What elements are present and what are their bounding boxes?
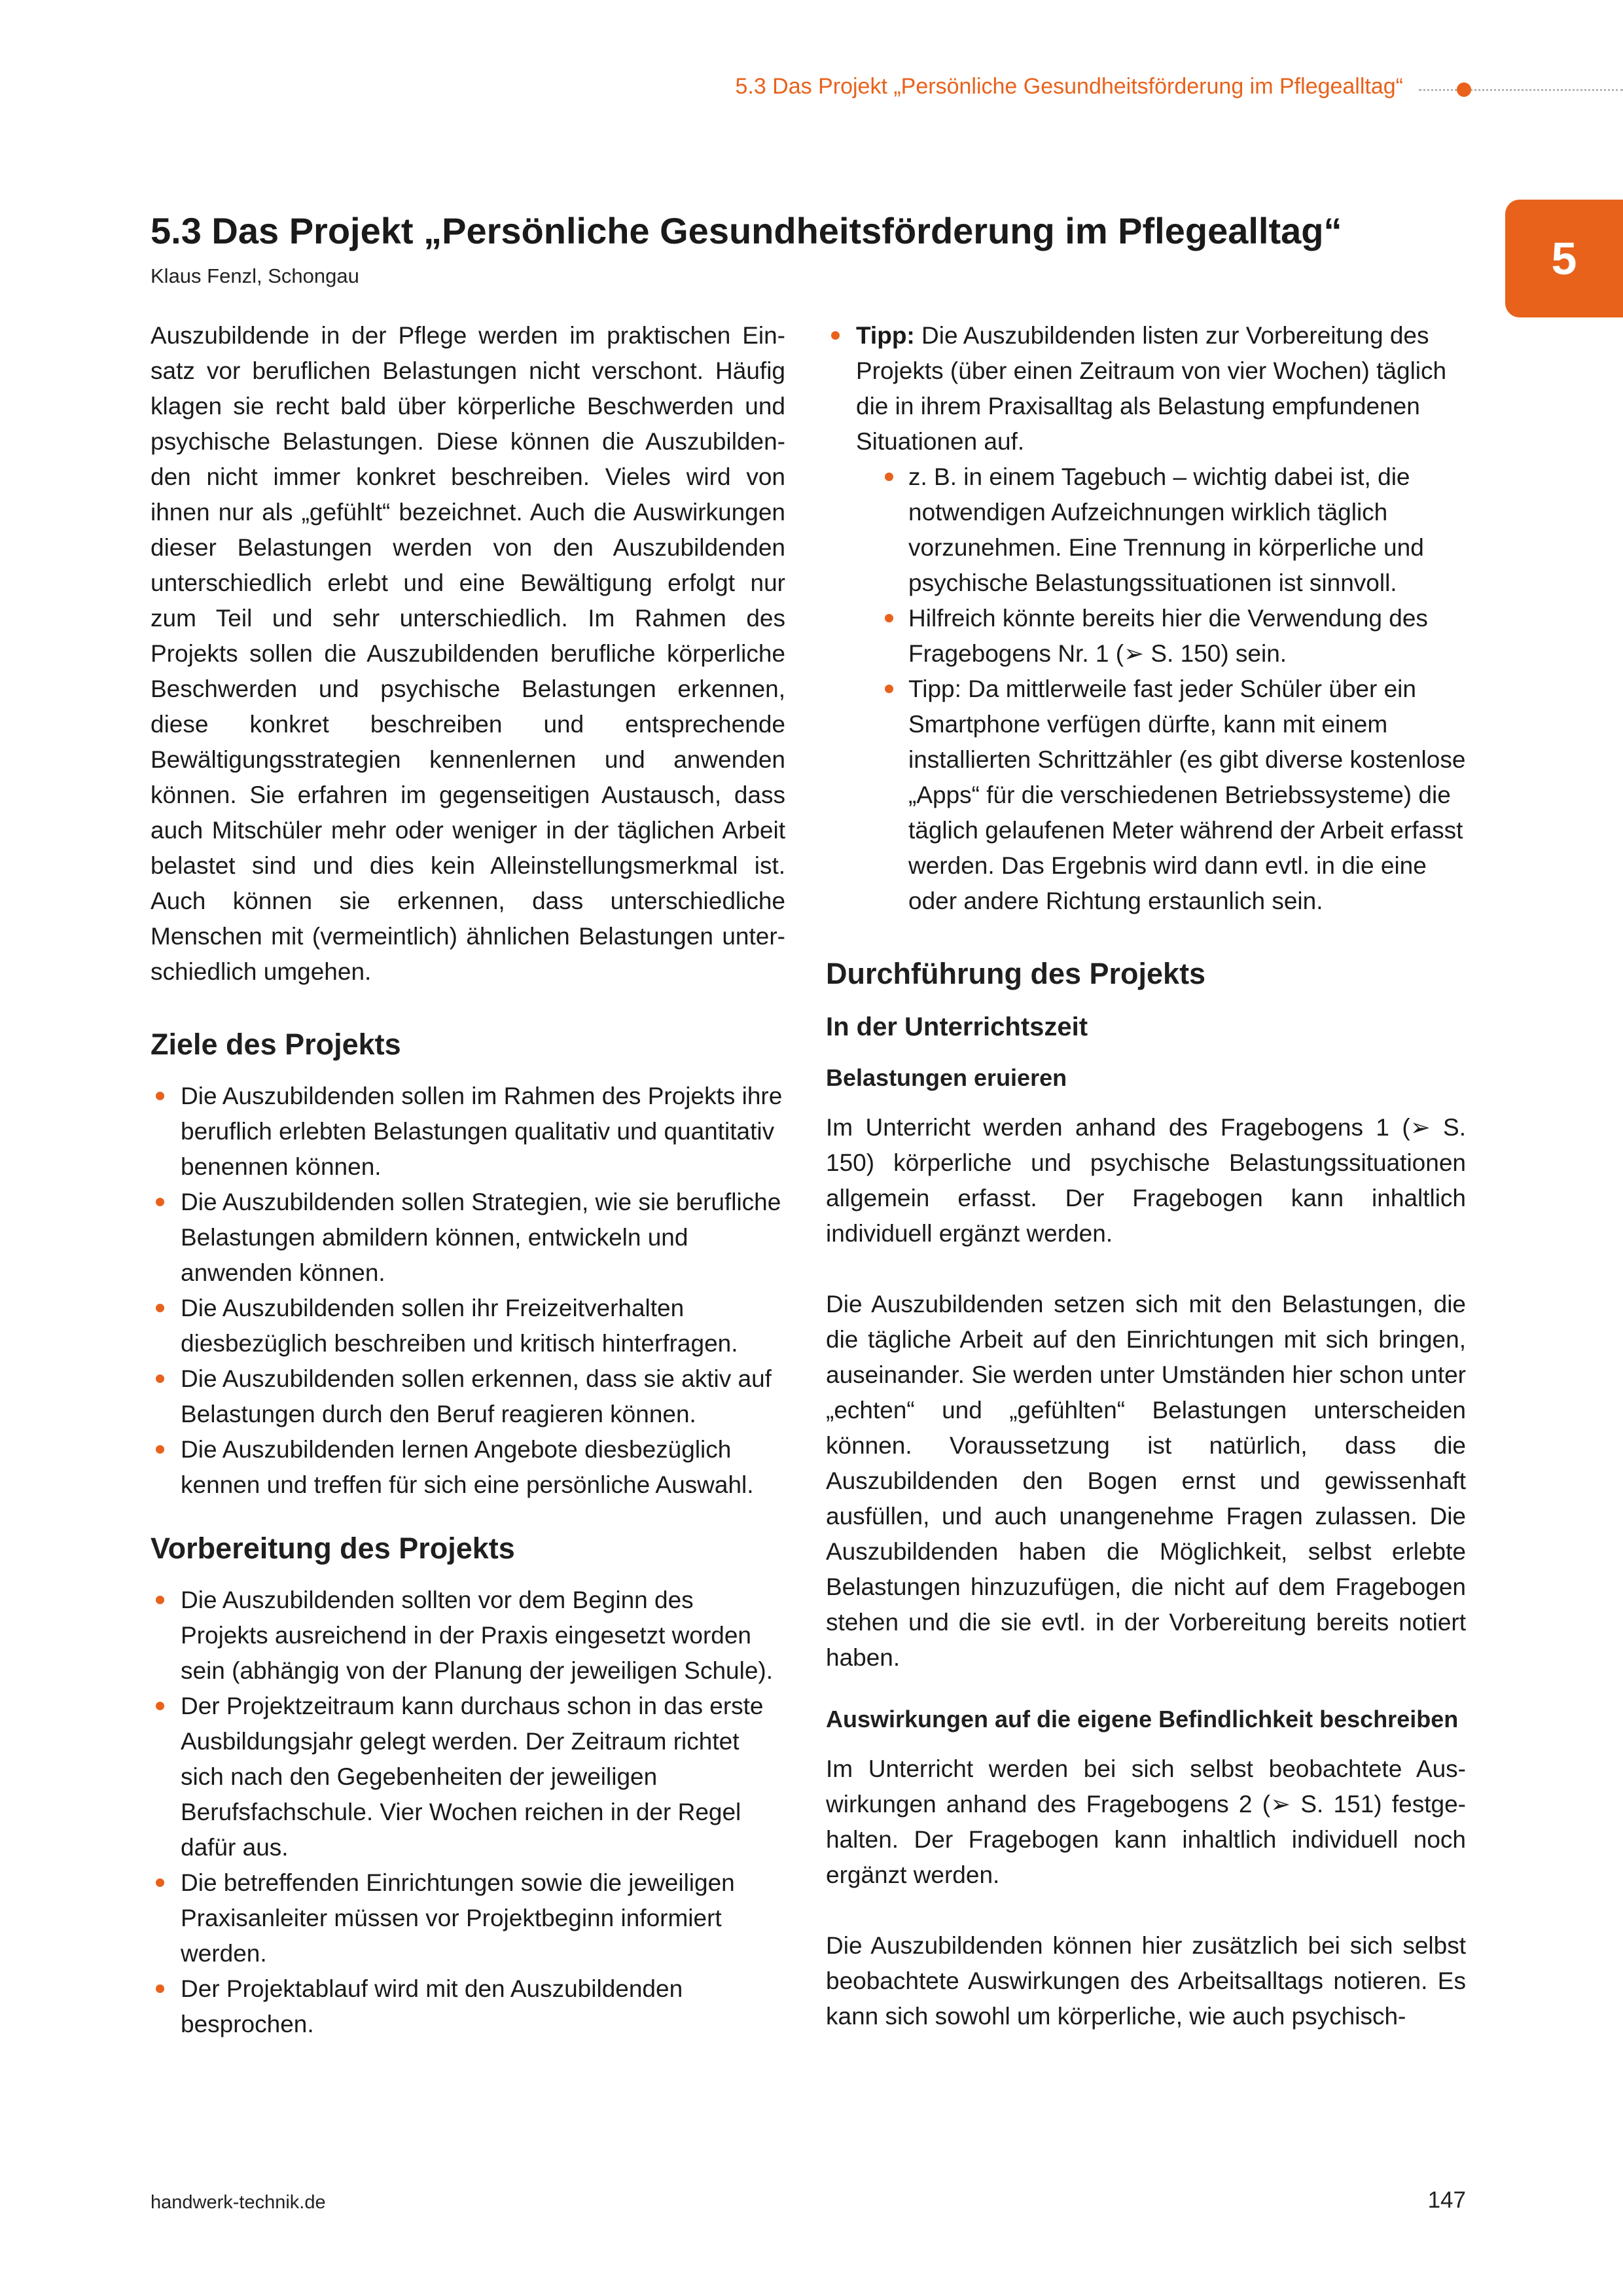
assess-heading: Belastungen eruieren — [826, 1064, 1067, 1091]
execution-heading: Durchführung des Projekts — [826, 957, 1206, 990]
preparation-heading: Vorbereitung des Projekts — [151, 1532, 515, 1565]
preparation-list — [151, 1583, 785, 2042]
tip-list — [826, 318, 1466, 919]
intro-paragraph: Auszubildende in der Pflege werden im praktischen Einsatz vor beruflichen Belastungen nicht verschont. Häufig klagen sie recht bald über körperliche Beschwerden und psychische Belastungen. Diese können die Auszubildenden nicht immer konkret beschreiben. Vieles wird von ihnen nur als „gefühlt“ bezeichnet. Auch die Auswirkungen dieser Belastungen werden von den Auszubildenden unterschiedlich erlebt und eine Bewältigung erfolgt nur zum Teil und sehr unterschiedlich. Im Rahmen des Projekts sollen die Auszubildenden berufliche körperliche Beschwerden und psychische Belastungen erkennen, diese konkret beschreiben und entsprechende Bewältigungsstrategien kennenlernen und anwenden können. Sie erfahren im gegenseitigen Austausch, dass auch Mitschüler mehr oder weniger in der täglichen Arbeit belastet sind und dies kein Alleinstellungsmerkmal ist. Auch können sie erkennen, dass unterschiedliche Menschen mit (vermeintlich) ähnlichen Belastungen unterschiedlich umgehen. — [151, 322, 785, 985]
effects-paragraph-1: Im Unterricht werden bei sich selbst beobachtete Auswirkungen anhand des Fragebogens 2 (➢ S. 151) festgehalten. Der Fragebogen kann inhaltlich individuell noch ergänzt werden. — [826, 1755, 1466, 1888]
assess-paragraph-2: Die Auszubildenden setzen sich mit den Belastungen, die die tägliche Arbeit auf den Einrichtungen mit sich bringen, auseinander. Sie werden unter Umständen hier schon unter „echten“ und „gefühlten“ Belastungen unterscheiden können. Voraussetzung ist natürlich, dass die Auszubildenden den Bogen ernst und gewissenhaft ausfüllen, und auch unangenehme Fragen zulassen. Die Auszubildenden haben die Möglichkeit, selbst erlebte Belastungen hinzuzufügen, die nicht auf dem Fragebogen stehen und die sie evtl. in der Vorbereitung bereits notiert haben. — [826, 1291, 1466, 1671]
assess-paragraph-1: Im Unterricht werden anhand des Fragebogens 1 (➢ S. 150) körperliche und psychische Belastungssituationen allgemein erfasst. Der Fragebogen kann inhaltlich individuell ergänzt werden. — [826, 1114, 1466, 1247]
preparation-list-item: Der Projektzeitraum kann durchaus schon in das erste Ausbildungsjahr gelegt werden. Der Zeitraum richtet sich nach den Gegebenheiten der jeweiligen Berufsfachschule. Vier Wochen reichen in der Regel dafür aus. — [151, 1689, 785, 1865]
preparation-list-item: Die Auszubildenden sollten vor dem Beginn des Projekts ausreichend in der Praxis eingesetzt worden sein (abhängig von der Planung der jeweiligen Schule). — [151, 1583, 785, 1689]
goals-list — [151, 1079, 785, 1503]
chapter-tab: 5 — [1505, 200, 1623, 317]
header-dotted-rule — [1419, 89, 1623, 91]
effects-heading: Auswirkungen auf die eigene Befindlichkeit beschreiben — [826, 1706, 1459, 1732]
effects-paragraph-2: Die Auszubildenden können hier zusätzlich bei sich selbst beobachtete Auswirkungen des Arbeitsalltags notieren. Es kann sich sowohl um körperliche, wie auch psychisch- — [826, 1932, 1466, 2030]
right-column — [826, 318, 1466, 2034]
goals-list-item: Die Auszubildenden sollen im Rahmen des Projekts ihre beruflich erlebten Belastungen qualitativ und quantitativ benennen können. — [151, 1079, 785, 1185]
goals-heading: Ziele des Projekts — [151, 1028, 401, 1061]
tip-sub-item: z. B. in einem Tagebuch – wichtig dabei ist, die notwendigen Aufzeichnungen wirklich täglich vorzunehmen. Eine Trennung in körperliche und psychische Belastungssituationen ist sinnvoll. — [880, 459, 1466, 601]
author-line: Klaus Fenzl, Schongau — [151, 264, 359, 287]
preparation-list-item: Die betreffenden Einrichtungen sowie die jeweiligen Praxisanleiter müssen vor Projektbeginn informiert werden. — [151, 1865, 785, 1971]
preparation-list-item: Der Projektablauf wird mit den Auszubildenden besprochen. — [151, 1971, 785, 2042]
header-dot-marker — [1457, 82, 1471, 97]
class-time-heading: In der Unterrichtszeit — [826, 1013, 1088, 1041]
page-number: 147 — [1427, 2187, 1466, 2213]
goals-list-item: Die Auszubildenden lernen Angebote diesbezüglich kennen und treffen für sich eine persönliche Auswahl. — [151, 1432, 785, 1503]
goals-list-item: Die Auszubildenden sollen erkennen, dass sie aktiv auf Belastungen durch den Beruf reagieren können. — [151, 1361, 785, 1432]
tip-text: Die Auszubildenden listen zur Vorbereitung des Projekts (über einen Zeitraum von vier Wochen) täglich die in ihrem Praxisalltag als Belastung empfundenen Situationen auf. — [856, 322, 1447, 455]
goals-list-item: Die Auszubildenden sollen Strategien, wie sie berufliche Belastungen abmildern können, entwickeln und anwenden können. — [151, 1185, 785, 1291]
left-column — [151, 318, 785, 2042]
tip-sub-item: Hilfreich könnte bereits hier die Verwendung des Fragebogens Nr. 1 (➢ S. 150) sein. — [880, 601, 1466, 672]
page-title: 5.3 Das Projekt „Persönliche Gesundheitsförderung im Pflegealltag“ — [151, 210, 1342, 251]
footer-website: handwerk-technik.de — [151, 2192, 326, 2213]
tip-list-item — [826, 318, 1466, 919]
tip-label: Tipp: — [856, 322, 915, 349]
running-header: 5.3 Das Projekt „Persönliche Gesundheitsförderung im Pflegealltag“ — [735, 74, 1403, 99]
tip-sub-list — [856, 459, 1466, 919]
goals-list-item: Die Auszubildenden sollen ihr Freizeitverhalten diesbezüglich beschreiben und kritisch hinterfragen. — [151, 1291, 785, 1361]
tip-sub-item: Tipp: Da mittlerweile fast jeder Schüler über ein Smartphone verfügen dürfte, kann mit einem installierten Schrittzähler (es gibt diverse kostenlose „Apps“ für die verschiedenen Betriebssysteme) die täglich gelaufenen Meter während der Arbeit erfasst werden. Das Ergebnis wird dann evtl. in die eine oder andere Richtung erstaunlich sein. — [880, 672, 1466, 919]
